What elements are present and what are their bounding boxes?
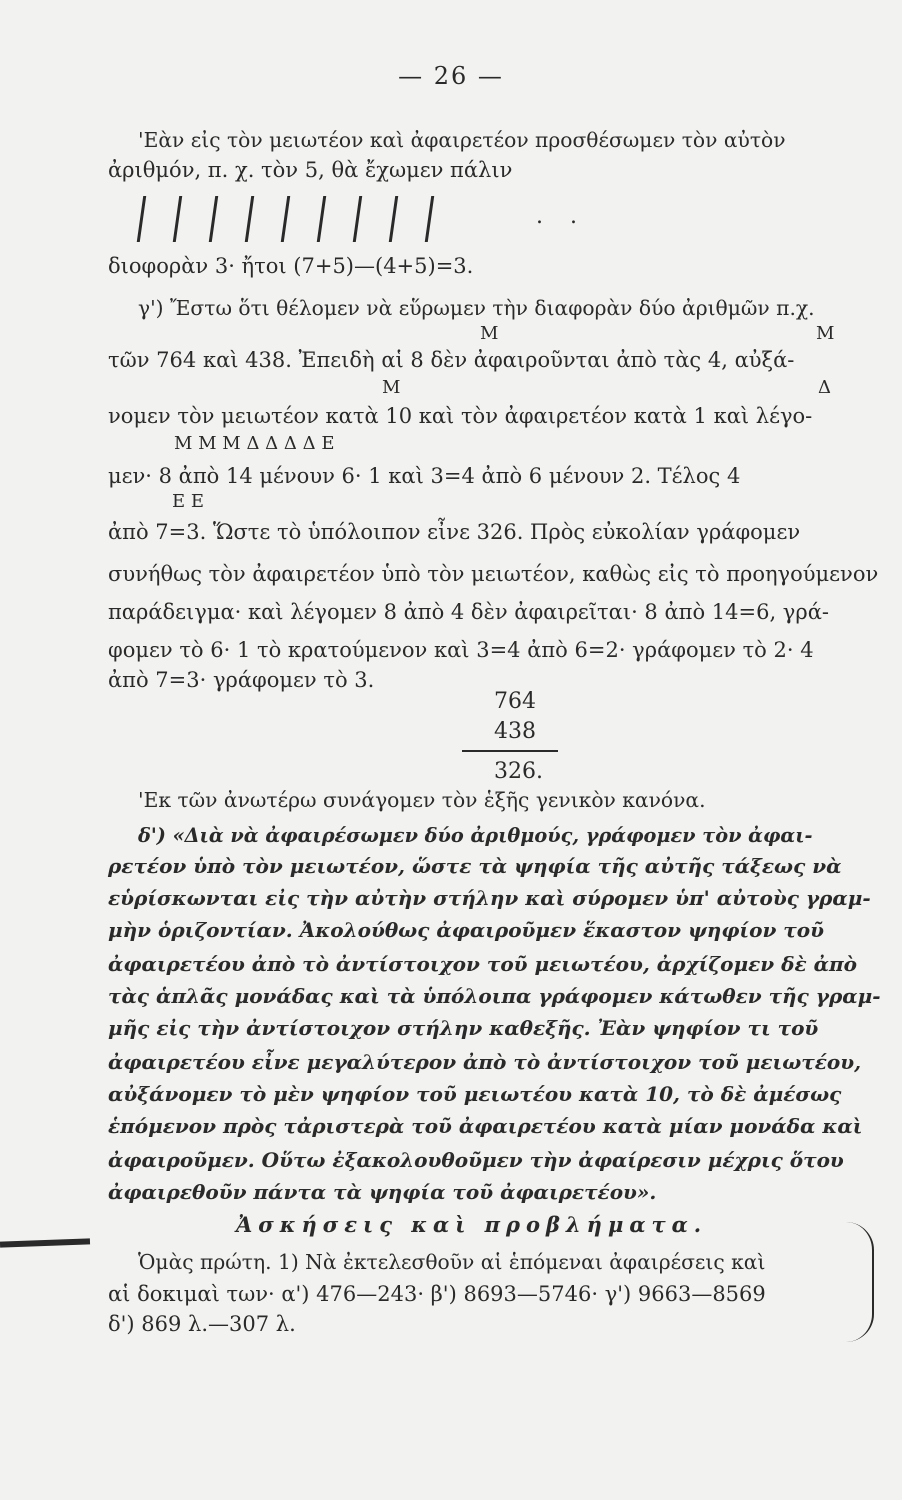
place-mark: Μ (382, 377, 401, 398)
minuend: 764 (494, 689, 536, 714)
place-mark: Μ (480, 323, 499, 344)
exercise-line: Ὁμὰς πρώτη. 1) Νὰ ἐκτελεσθοῦν αἱ ἑπόμεναι ἀφαιρέσεις καὶ (138, 1250, 766, 1274)
text-line: γ') Ἔστω ὅτι θέλομεν νὰ εὕρωμεν τὴν διαφορὰν δύο ἀριθμῶν π.χ. (138, 296, 815, 320)
text-line: ἀριθμόν, π. χ. τὸν 5, θὰ ἔχωμεν πάλιν (108, 158, 513, 182)
rule-line: εὑρίσκωνται εἰς τὴν αὐτὴν στήλην καὶ σύρομεν ὑπ' αὐτοὺς γραμ- (108, 886, 871, 910)
text-line: τῶν 764 καὶ 438. Ἐπειδὴ αἱ 8 δὲν ἀφαιροῦνται ἀπὸ τὰς 4, αὐξά- (108, 348, 795, 372)
rule-line: ἀφαιρετέου ἀπὸ τὸ ἀντίστοιχον τοῦ μειωτέου, ἀρχίζομεν δὲ ἀπὸ (108, 952, 857, 976)
place-marks-row: Ε Ε (172, 491, 205, 512)
text-line: 'Εὰν εἰς τὸν μειωτέον καὶ ἀφαιρετέον προσθέσωμεν τὸν αὐτὸν (138, 128, 786, 152)
exercise-line: αἱ δοκιμαὶ των· α') 476—243· β') 8693—5746· γ') 9663—8569 (108, 1282, 766, 1306)
tally-marks (140, 196, 500, 244)
rule-line: ἑπόμενον πρὸς τἀριστερὰ τοῦ ἀφαιρετέου κατὰ μίαν μονάδα καὶ (108, 1114, 863, 1138)
difference: 326. (494, 759, 543, 784)
exercises-heading: Ἀσκήσεις καὶ προβλήματα. (236, 1212, 708, 1237)
rule-line: μῆς εἰς τὴν ἀντίστοιχον στήλην καθεξῆς. Ἐὰν ψηφίον τι τοῦ (108, 1016, 819, 1040)
margin-bracket (846, 1222, 874, 1342)
rule-line: δ') «Διὰ νὰ ἀφαιρέσωμεν δύο ἀριθμούς, γράφομεν τὸν ἀφαι- (138, 824, 813, 847)
text-line: μεν· 8 ἀπὸ 14 μένουν 6· 1 καὶ 3=4 ἀπὸ 6 μένουν 2. Τέλος 4 (108, 464, 741, 488)
place-marks-row: Μ Μ Μ Δ Δ Δ Δ Ε (174, 433, 335, 454)
text-line: φομεν τὸ 6· 1 τὸ κρατούμενον καὶ 3=4 ἀπὸ 6=2· γράφομεν τὸ 2· 4 (108, 638, 814, 662)
text-line: συνήθως τὸν ἀφαιρετέον ὑπὸ τὸν μειωτέον, καθὼς εἰς τὸ προηγούμενον (108, 562, 879, 586)
place-mark: Μ (816, 323, 835, 344)
conclusion-line: 'Εκ τῶν ἀνωτέρω συνάγομεν τὸν ἑξῆς γενικὸν κανόνα. (138, 788, 706, 812)
exercise-line: δ') 869 λ.—307 λ. (108, 1312, 296, 1336)
subtrahend: 438 (494, 719, 536, 744)
rule-line: αὐξάνομεν τὸ μὲν ψηφίον τοῦ μειωτέου κατὰ 10, τὸ δὲ ἀμέσως (108, 1082, 842, 1106)
text-line: ἀπὸ 7=3. Ὥστε τὸ ὑπόλοιπον εἶνε 326. Πρὸς εὐκολίαν γράφομεν (108, 520, 801, 544)
rule-line: τὰς ἁπλᾶς μονάδας καὶ τὰ ὑπόλοιπα γράφομεν κάτωθεν τῆς γραμ- (108, 984, 881, 1008)
ellipsis-dots: . . (536, 204, 587, 229)
rule-line: ἀφαιρετέου εἶνε μεγαλύτερον ἀπὸ τὸ ἀντίστοιχον τοῦ μειωτέου, (108, 1050, 862, 1074)
rule-line: ἀφαιροῦμεν. Οὕτω ἐξακολουθοῦμεν τὴν ἀφαίρεσιν μέχρις ὅτου (108, 1148, 844, 1172)
margin-mark (0, 1238, 90, 1247)
rule-line: ἀφαιρεθοῦν πάντα τὰ ψηφία τοῦ ἀφαιρετέου». (108, 1180, 657, 1204)
text-line: παράδειγμα· καὶ λέγομεν 8 ἀπὸ 4 δὲν ἀφαιρεῖται· 8 ἀπὸ 14=6, γρά- (108, 600, 829, 624)
place-mark: Δ (818, 377, 831, 398)
rule-line: μὴν ὁριζοντίαν. Ἀκολούθως ἀφαιροῦμεν ἕκαστον ψηφίον τοῦ (108, 918, 824, 942)
page-number: — 26 — (398, 62, 504, 90)
text-line: νομεν τὸν μειωτέον κατὰ 10 καὶ τὸν ἀφαιρετέον κατὰ 1 καὶ λέγο- (108, 404, 813, 428)
subtraction-rule (462, 750, 558, 752)
text-line: διοφορὰν 3· ἤτοι (7+5)—(4+5)=3. (108, 254, 474, 278)
rule-line: ρετέον ὑπὸ τὸν μειωτέον, ὥστε τὰ ψηφία τῆς αὐτῆς τάξεως νὰ (108, 854, 842, 878)
text-line: ἀπὸ 7=3· γράφομεν τὸ 3. (108, 668, 375, 692)
